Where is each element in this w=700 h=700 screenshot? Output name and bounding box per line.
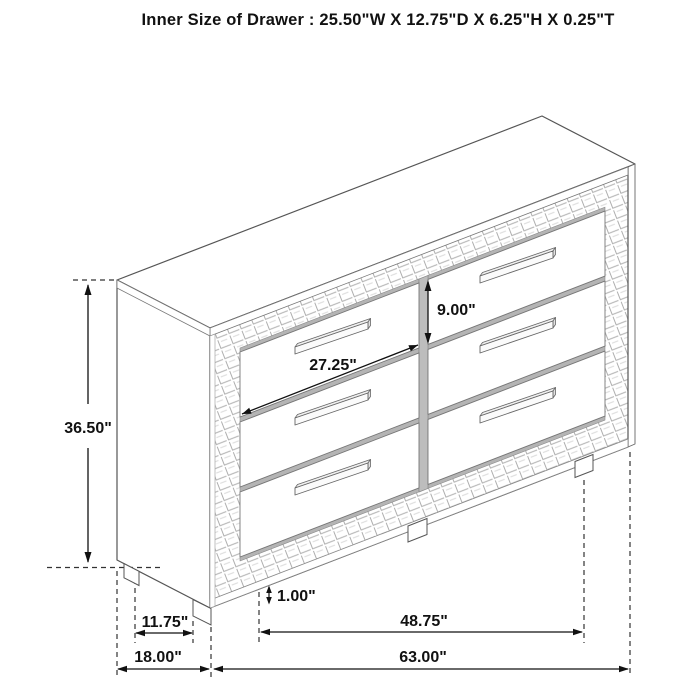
dim-drawer-height-label: 9.00"	[437, 302, 476, 319]
dresser-right-edge	[628, 164, 635, 447]
dimension-overall-height	[64, 284, 112, 563]
page-title: Inner Size of Drawer : 25.50"W X 12.75"D X 6.25"H X 0.25"T	[141, 11, 615, 29]
dimension-leg-height	[266, 586, 316, 606]
dim-leg-inset-label: 11.75"	[141, 614, 189, 631]
dim-drawer-width-label: 27.25"	[309, 357, 357, 374]
dim-overall-width-label: 63.00"	[399, 649, 447, 666]
dim-front-leg-span-label: 48.75"	[400, 613, 448, 630]
dimension-overall-depth	[117, 649, 210, 672]
front-left-edge-strip	[210, 334, 215, 608]
dimension-leg-inset	[135, 614, 193, 636]
dimension-front-leg-span	[260, 613, 583, 635]
center-divider	[419, 275, 428, 492]
dim-overall-height-label: 36.50"	[64, 420, 112, 437]
dim-leg-height-label: 1.00"	[277, 588, 316, 605]
dimension-overall-width	[213, 649, 629, 672]
dim-overall-depth-label: 18.00"	[134, 649, 182, 666]
